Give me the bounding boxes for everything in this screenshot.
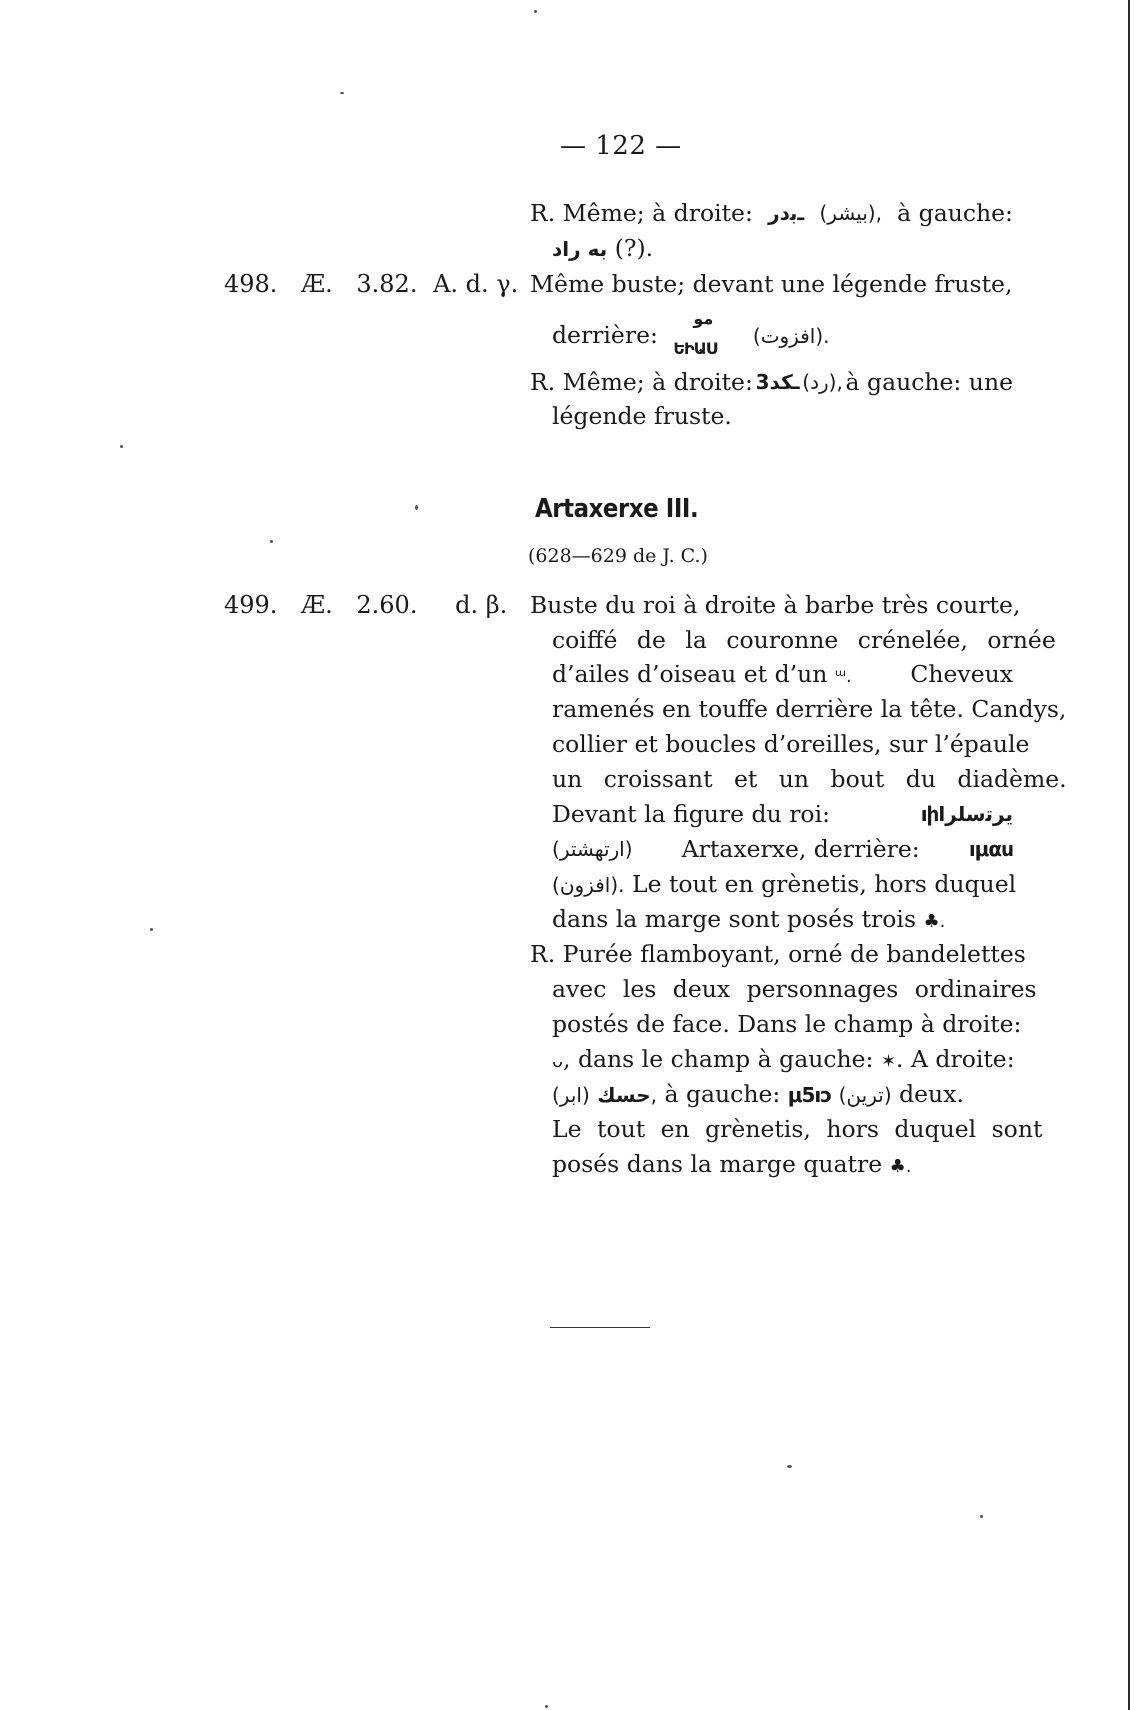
entry-499-line: [552, 625, 1056, 655]
pahlavi-legend: ıμαս: [968, 837, 1013, 861]
entry-499-line: [552, 904, 945, 937]
reverse-tail: à gauche: une: [845, 368, 1013, 396]
star-symbol: ✶: [880, 1051, 897, 1072]
entry-499-reverse-line: [552, 1079, 964, 1110]
entry497-reverse-line2: [552, 233, 653, 264]
arabic-transcription: (رد),: [802, 370, 843, 394]
reverse-description: légende fruste.: [552, 402, 732, 430]
scan-speck: [787, 1465, 792, 1468]
reverse-text: postés de face. Dans le champ à droite:: [552, 1010, 1022, 1038]
entry-number: 499.: [224, 591, 278, 619]
scan-speck: [545, 1705, 548, 1708]
description-text: collier et boucles d’oreilles, sur l’épaule: [552, 730, 1030, 758]
crescent-symbol: ᵚ.: [834, 666, 852, 687]
obverse-lead: derrière:: [552, 321, 658, 349]
obverse-text: [530, 269, 1013, 299]
scan-speck: [534, 10, 537, 13]
entry-499-line: [552, 764, 1067, 794]
entry-499-reverse-line: [552, 1009, 1021, 1039]
pahlavi-legend: ﺑﻪ ﺭﺍﺩ: [552, 237, 608, 261]
entry-498-reverse-line1: [530, 367, 1013, 397]
entry-499-reverse-line: [552, 1149, 911, 1182]
arabic-transcription: (افزوت).: [752, 324, 830, 348]
entry-499-line: [552, 834, 1013, 864]
cup-symbol: ᴗ: [552, 1051, 564, 1072]
metal-code: Æ.: [301, 591, 333, 619]
scan-speck: [980, 1515, 983, 1518]
entry-499-reverse-line: [530, 939, 1026, 969]
description-text: Cheveux: [910, 660, 1013, 688]
reverse-lead: R. Même; à droite:: [530, 199, 753, 227]
entry-499-reverse-line: [552, 1044, 1015, 1077]
description-text: Artaxerxe, derrière:: [681, 835, 920, 863]
pahlavi-legend: ـﻜﺪ3: [755, 370, 800, 394]
scan-speck: [120, 445, 123, 448]
position-code: A. d. γ.: [433, 270, 519, 298]
reverse-tail: à gauche:: [897, 199, 1013, 227]
reverse-text: , dans le champ à gauche:: [563, 1045, 874, 1073]
pahlavi-bottom: ԵԻԱՍ: [673, 338, 717, 358]
reverse-text: posés dans la marge quatre: [552, 1150, 883, 1178]
page-number: — 122 —: [560, 131, 682, 161]
entry-498-reverse-line2: [552, 401, 732, 431]
arabic-transcription: (ارتهشتر): [552, 837, 633, 861]
arabic-transcription: (بيشر),: [819, 201, 882, 225]
entry-498-header: [224, 269, 518, 299]
scan-speck: [150, 928, 153, 931]
reverse-text: Le tout en grènetis, hors duquel sont: [552, 1115, 1043, 1143]
description-text: [552, 659, 852, 692]
reverse-text: R. Purée flamboyant, orné de bandelettes: [530, 940, 1026, 968]
pahlavi-monogram: [665, 308, 735, 358]
entry497-reverse-line1: [530, 198, 1013, 228]
arabic-transcription: (ترين): [838, 1083, 892, 1107]
section-title: Artaxerxe III.: [535, 494, 699, 524]
reverse-lead: R. Même; à droite:: [530, 368, 753, 396]
scan-speck: [340, 92, 344, 94]
page-edge-line: [1128, 0, 1130, 1710]
pahlavi-legend: ـﺑﺩﺭ: [768, 201, 805, 225]
entry-499-reverse-line: [552, 1114, 1043, 1144]
closing-rule: [550, 1327, 650, 1328]
description-text: un croissant et un bout du diadème.: [552, 765, 1067, 793]
entry-499-line: [552, 799, 1013, 829]
reverse-text: . A droite:: [896, 1045, 1015, 1073]
weight-value: 2.60.: [356, 591, 418, 619]
entry-499-line: [552, 729, 1029, 759]
pahlavi-legend: ﺣﺴﻚ: [597, 1083, 651, 1107]
entry-499-line: [552, 869, 1016, 900]
entry-499-header: [224, 590, 507, 620]
arabic-transcription: (افزون).: [552, 873, 625, 897]
description-text: Buste du roi à droite à barbe très courte,: [530, 591, 1021, 619]
description-text: Devant la figure du roi:: [552, 800, 831, 828]
weight-value: 3.82.: [356, 270, 418, 298]
metal-code: Æ.: [301, 270, 333, 298]
trefoil-symbol: ♣.: [889, 1156, 912, 1177]
pahlavi-legend: μ5ıɔ: [787, 1083, 832, 1107]
uncertain-mark: (?).: [614, 234, 654, 262]
reverse-text: avec les deux personnages ordinaires: [552, 975, 1037, 1003]
reverse-text: deux.: [899, 1080, 964, 1108]
entry-499-line: [552, 694, 1066, 724]
position-code: d. β.: [455, 591, 508, 619]
entry-number: 498.: [224, 270, 278, 298]
entry-498-obverse-line2: [552, 308, 830, 358]
reverse-text: à gauche:: [664, 1080, 781, 1108]
scan-speck: [415, 505, 418, 510]
scan-speck: [270, 540, 273, 543]
arabic-transcription: (ابر),: [552, 1083, 657, 1107]
pahlavi-top: ﻣﻮ: [693, 308, 714, 328]
entry-498-obverse-line1: [530, 269, 1013, 299]
entry-499-reverse-line: [552, 974, 1037, 1004]
description-text: ramenés en touffe derrière la tête. Candys,: [552, 695, 1067, 723]
pahlavi-legend: ıիﯾﺮﺗﺳﻠﺮﺍ: [920, 802, 1013, 826]
description-text: coiffé de la couronne crénelée, ornée: [552, 626, 1056, 654]
description-text: d’ailes d’oiseau et d’un: [552, 660, 828, 688]
description-text: dans la marge sont posés trois: [552, 905, 917, 933]
trefoil-symbol: ♣.: [923, 911, 946, 932]
description-text: Le tout en grènetis, hors duquel: [631, 870, 1017, 898]
section-dates: (628—629 de J. C.): [528, 545, 708, 567]
obverse-description: Même buste; devant une légende fruste,: [530, 270, 1013, 298]
entry-499-line: [552, 659, 1013, 692]
entry-499-line: [530, 590, 1021, 620]
